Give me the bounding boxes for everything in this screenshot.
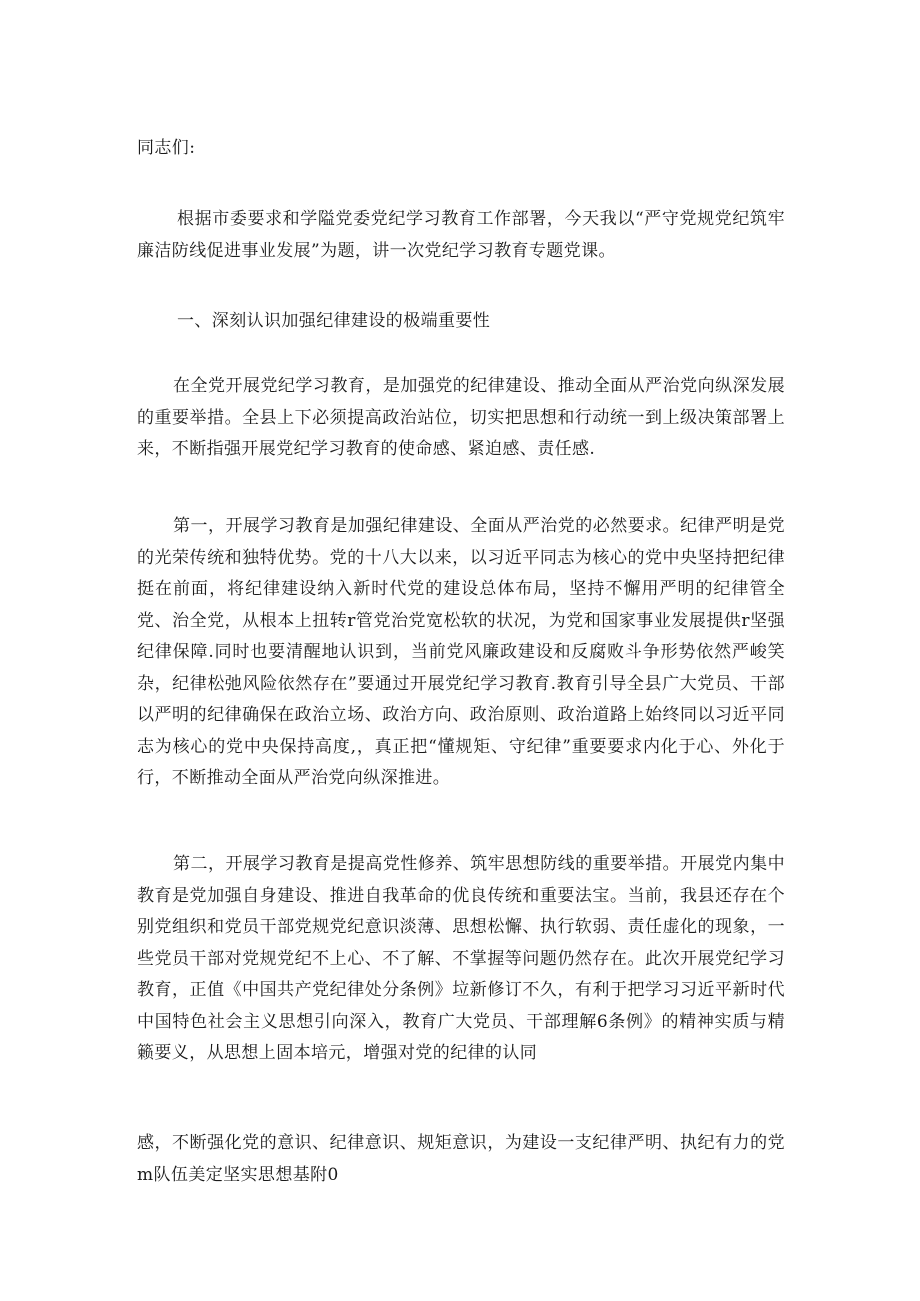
body-paragraph-2: 第一，开展学习教育是加强纪律建设、全面从严治党的必然要求。纪律严明是党的光荣传统和独特优势。党的十八大以来，以习近平同志为核心的党中央坚持把纪律挺在前面，将纪律建设纳入新时代党的建设总体布局，坚持不懈用严明的纪律管全党、治全党，从根本上扭转r管党治党宽松软的状况，为党和国家事业发展提供r坚强纪律保障.同时也要清醒地认识到，当前党风廉政建设和反腐败斗争形势依然严峻笑杂，纪律松弛风险依然存在”要通过开展党纪学习教育.教育引导全县广大党员、干部以严明的纪律确保在政治立场、政治方向、政治原则、政治道路上始终同以习近平同志为核心的党中央保持高度,，真正把“懂规矩、守纪律”重要要求内化于心、外化于行，不断推动全面从严治党向纵深推进。 <box>137 516 785 788</box>
body-paragraph-1: 在全党开展党纪学习教育，是加强党的纪律建设、推动全面从严治党向纵深发展的重要举措。全县上下必须提高政治站位，切实把思想和行动统一到上级决策部署上来，不断指强开展党纪学习教育的使命感、紧迫感、责任感. <box>137 376 785 459</box>
body-paragraph-4: 感，不断强化党的意识、纪律意识、规矩意识，为建设一支纪律严明、执纪有力的党m队伍美定坚实思想基附0 <box>137 1133 785 1185</box>
salutation: 同志们: <box>137 138 196 158</box>
section-heading-one: 一、深刻认识加强纪律建设的极端重要性 <box>177 311 491 331</box>
intro-paragraph: 根据市委要求和学隘党委党纪学习教育工作部署，今天我以“严守党规党纪筑牢廉洁防线促进事业发展”为题，讲一次党纪学习教育专题党课。 <box>137 209 785 261</box>
body-paragraph-3: 第二，开展学习教育是提高党性修养、筑牢思想防线的重要举措。开展党内集中教育是党加强自身建设、推进自我革命的优良传统和重要法宝。当前，我县还存在个别党组织和党员干部党规党纪意识淡薄、思想松懈、执行软弱、责任虚化的现象，一些党员干部对党规党纪不上心、不了解、不掌握等问题仍然存在。此次开展党纪学习教育，正值《中国共产党纪律处分条例》垃新修订不久，有利于把学习习近平新时代中国特色社会主义思想引向深入，教育广大党员、干部理解6条例》的精神实质与精籁要义，从思想上固本培元，增强对党的纪律的认同 <box>137 854 785 1063</box>
